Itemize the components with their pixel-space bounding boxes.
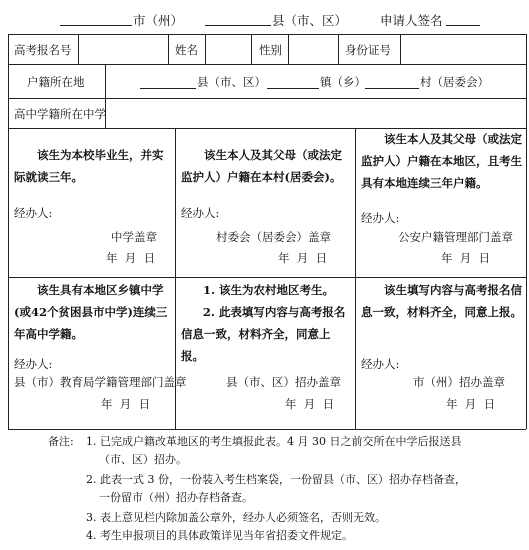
household-village-label: 村（居委会） [420,75,489,89]
header-row [0,8,529,28]
cell6-handler: 经办人: [361,357,400,371]
note-3: 3. 表上意见栏内除加盖公章外，经办人必须签名，否则无效。 [86,511,386,524]
cell4-handler: 经办人: [14,357,53,371]
r4-div-2 [355,128,356,429]
household-label: 户籍所在地 [27,75,85,89]
note-1a: 1. 已完成户籍改革地区的考生填报此表。4 月 30 日之前交所在中学后报送县 [86,435,462,448]
cell2-date: 年 月 日 [278,251,328,265]
gender-field[interactable] [290,36,336,62]
city-label: 市（州） [133,13,184,28]
household-town-label: 镇（乡） [320,75,366,89]
cell1-text: 该生为本校毕业生，并实际就读三年。 [14,148,164,184]
cell4-seal: 县（市）教育局学籍管理部门盖章 [14,375,187,389]
note-2a: 2. 此表一式 3 份，一份装入考生档案袋，一份留县（市、区）招办存档备查， [86,473,466,486]
r1-div-5 [288,34,289,64]
household-town-blank[interactable] [267,74,319,89]
cell3-handler: 经办人: [361,211,400,225]
r1-div-7 [400,34,401,64]
r1-div-2 [168,34,169,64]
cell3-date: 年 月 日 [441,251,491,265]
school-field[interactable] [108,100,524,126]
r1-div-4 [251,34,252,64]
r1-div-1 [78,34,79,64]
gender-label: 性别 [259,43,282,57]
r1-div-3 [205,34,206,64]
school-label: 高中学籍所在中学 [14,107,106,121]
name-label: 姓名 [175,43,198,57]
cell3-seal: 公安户籍管理部门盖章 [398,230,513,244]
cell5-line1: 1. 该生为农村地区考生。 [203,283,335,297]
row2-bottom-border [8,98,526,99]
note-4: 4. 考生申报项目的具体政策详见当年省招委文件规定。 [86,529,353,542]
table-bottom-border [8,429,526,430]
note-1b: （市、区）招办。 [99,453,187,466]
city-blank[interactable] [60,10,132,26]
cell4-text: 该生具有本地区乡镇中学(或42个贫困县市中学)连续三年高中学籍。 [14,283,168,341]
county-label: 县（市、区） [272,13,348,28]
cell3-text: 该生本人及其父母（或法定监护人）户籍在本地区，且考生具有本地连续三年户籍。 [361,132,522,190]
cell1-seal: 中学盖章 [111,230,157,244]
cell1-handler: 经办人: [14,206,53,220]
cell5-line2: 2. 此表填写内容与高考报名信息一致，材料齐全，同意上报。 [181,305,346,363]
cell2-seal: 村委会（居委会）盖章 [216,230,331,244]
cell4-date: 年 月 日 [101,397,151,411]
id-no-label: 身份证号 [345,43,391,57]
table-left-border [8,34,9,429]
signature-blank[interactable] [446,10,480,26]
note-2b: 一份留市（州）招办存档备查。 [99,491,253,504]
name-field[interactable] [207,36,249,62]
exam-no-label: 高考报名号 [14,43,72,57]
cell2-handler: 经办人: [181,206,220,220]
cell6-seal: 市（州）招办盖章 [413,375,505,389]
cell6-text: 该生填写内容与高考报名信息一致，材料齐全，同意上报。 [361,283,522,319]
household-county-blank[interactable] [140,74,196,89]
household-village-blank[interactable] [365,74,419,89]
signature-label: 申请人签名 [380,13,443,28]
row1-bottom-border [8,64,526,65]
county-blank[interactable] [205,10,271,26]
row4-bottom-border [8,277,526,278]
table-right-border [526,34,527,429]
id-no-field[interactable] [402,36,524,62]
cell6-date: 年 月 日 [446,397,496,411]
cell5-date: 年 月 日 [285,397,335,411]
table-top-border [8,34,526,35]
cell5-seal: 县（市、区）招办盖章 [226,375,341,389]
cell1-date: 年 月 日 [106,251,156,265]
exam-no-field[interactable] [80,36,166,62]
r1-div-6 [338,34,339,64]
household-county-label: 县（市、区） [197,75,266,89]
notes-label: 备注: [48,435,74,448]
cell2-text: 该生本人及其父母（或法定监护人）户籍在本村(居委会)。 [181,148,342,184]
